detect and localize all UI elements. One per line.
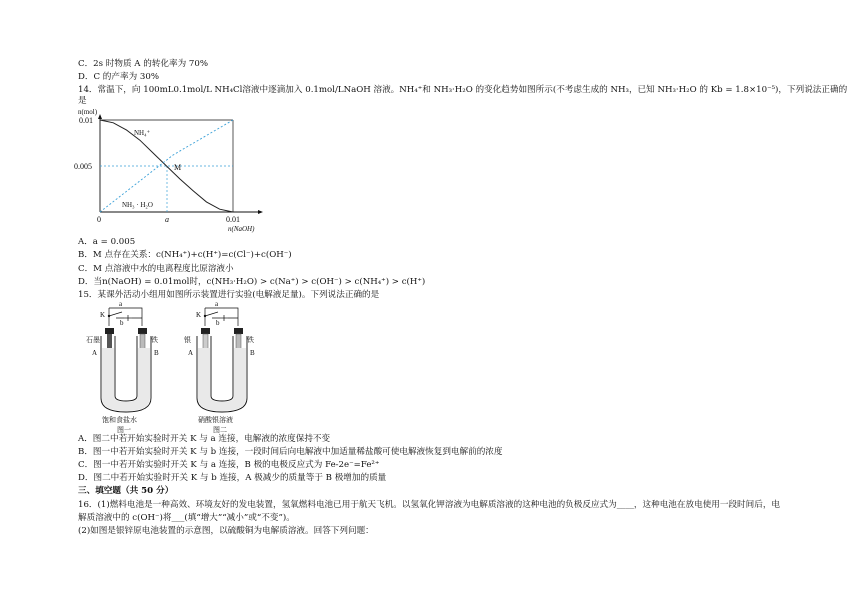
question-16-line2: 解质溶液中的 c(OH⁻)将___(填“增大”“减小”或“不变”)。 xyxy=(78,513,295,523)
y-tick-0005: 0.005 xyxy=(74,162,92,171)
svg-text:b: b xyxy=(216,319,220,327)
question-14-stem-end: 是 xyxy=(78,96,87,106)
svg-text:a: a xyxy=(119,300,123,308)
question-16-line3: (2)如图是银锌原电池装置的示意图，以硫酸铜为电解质溶液。回答下列问题： xyxy=(78,526,374,536)
svg-text:a: a xyxy=(215,300,219,308)
svg-text:铁: 铁 xyxy=(247,336,254,344)
svg-text:图二: 图二 xyxy=(213,426,227,434)
option-c-q15: C．图一中若开始实验时开关 K 与 a 连接，B 极的电极反应式为 Fe-2e⁻=Fe²⁺ xyxy=(78,460,380,470)
svg-text:图一: 图一 xyxy=(117,426,131,434)
option-d-q13: D．C 的产率为 30% xyxy=(78,72,159,82)
option-a-q15: A．图二中若开始实验时开关 K 与 a 连接，电解液的浓度保持不变 xyxy=(78,434,331,444)
svg-text:b: b xyxy=(120,319,124,327)
option-a-q14: A．a = 0.005 xyxy=(78,237,136,247)
apparatus-figure-2 xyxy=(180,298,270,434)
nh4-label: NH₄⁺ xyxy=(134,129,151,137)
point-m-label: M xyxy=(174,163,182,172)
svg-text:K: K xyxy=(196,311,202,319)
section-3-heading: 三、填空题（共 50 分） xyxy=(78,486,174,496)
x-tick-0: 0 xyxy=(97,215,101,224)
option-d-q15: D．图二中若开始实验时开关 K 与 b 连接，A 极减少的质量等于 B 极增加的质量 xyxy=(78,473,387,483)
y-axis-label: n(mol) xyxy=(78,108,98,116)
svg-text:A: A xyxy=(188,349,194,357)
option-c-q13: C．2s 时物质 A 的转化率为 70% xyxy=(78,59,209,69)
y-tick-001: 0.01 xyxy=(79,116,93,125)
svg-text:K: K xyxy=(100,311,106,319)
option-b-q14: B．M 点存在关系：c(NH₄⁺)+c(H⁺)=c(Cl⁻)+c(OH⁻) xyxy=(78,250,292,260)
svg-text:石墨: 石墨 xyxy=(86,336,100,344)
svg-text:B: B xyxy=(250,349,255,357)
nh3-label: NH₃ · H₂O xyxy=(122,201,153,209)
svg-text:饱和食盐水: 饱和食盐水 xyxy=(102,416,137,424)
svg-text:铁: 铁 xyxy=(151,336,158,344)
option-d-q14: D．当n(NaOH) = 0.01mol时，c(NH₃·H₂O) > c(Na⁺) > c(OH⁻) > c(NH₄⁺) > c(H⁺) xyxy=(78,277,426,287)
svg-text:B: B xyxy=(154,349,159,357)
question-14-stem: 14．常温下，向 100mL0.1mol/L NH₄Cl溶液中逐滴加入 0.1mol/LNaOH 溶液。NH₄⁺和 NH₃·H₂O 的变化趋势如图所示(不考虑生成的 NH₃，已知 NH₃·H₂O 的 Kb = 1.8×10⁻⁵)，下列说法正确的 xyxy=(78,85,848,95)
option-c-q14: C．M 点溶液中水的电离程度比原溶液小 xyxy=(78,264,234,274)
x-axis-label: n(NaOH) xyxy=(228,225,255,233)
x-tick-a: a xyxy=(165,215,169,224)
nh4-graph xyxy=(74,104,268,236)
svg-text:硝酸银溶液: 硝酸银溶液 xyxy=(198,416,233,424)
x-tick-001: 0.01 xyxy=(226,215,240,224)
svg-text:银: 银 xyxy=(184,336,191,344)
apparatus-figure-1 xyxy=(84,298,174,434)
svg-text:A: A xyxy=(92,349,98,357)
question-15-stem: 15．某课外活动小组用如图所示装置进行实验(电解液足量)。下列说法正确的是 xyxy=(78,290,380,300)
question-16-line1: 16．(1)燃料电池是一种高效、环境友好的发电装置，氢氧燃料电池已用于航天飞机。以氢氧化钾溶液为电解质溶液的这种电池的负极反应式为____，这种电池在放电使用一段时间后，电 xyxy=(78,500,781,510)
option-b-q15: B．图一中若开始实验时开关 K 与 b 连接，一段时间后向电解液中加适量稀盐酸可使电解液恢复到电解前的浓度 xyxy=(78,447,503,457)
